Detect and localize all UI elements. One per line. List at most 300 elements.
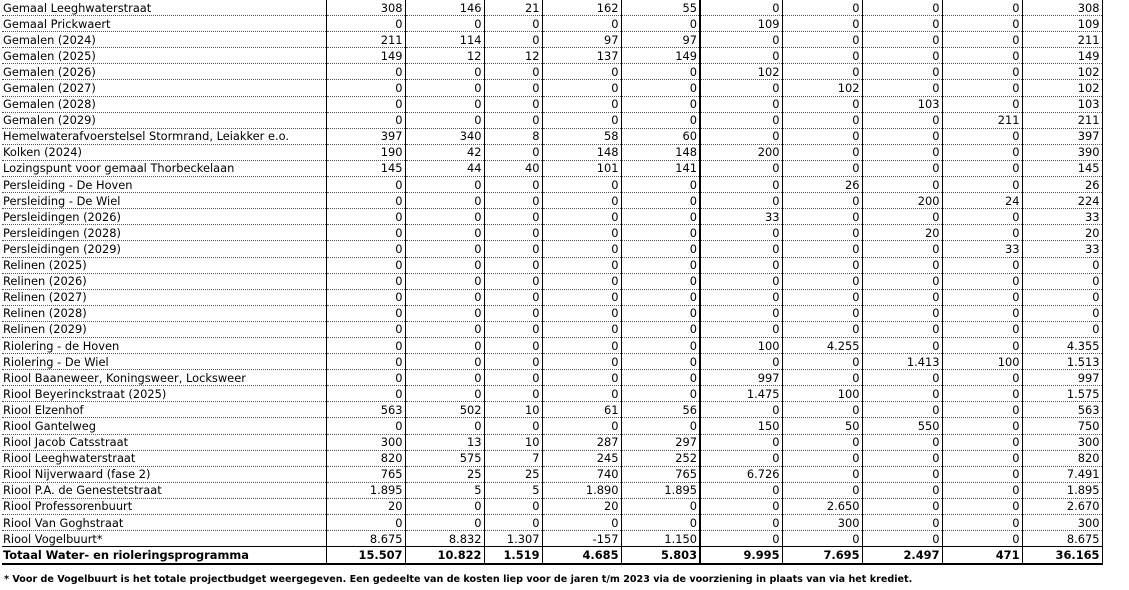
project-name-cell: Persleiding - De Hoven [2,177,326,193]
value-cell: 0 [542,193,621,209]
value-cell: 0 [862,289,942,305]
value-cell: 0 [862,466,942,482]
footnote: * Voor de Vogelbuurt is het totale projectbudget weergegeven. Een gedeelte van de kosten liep voor de jaren t/m 2023 via de voorziening in plaats van via het krediet. [4,574,913,585]
value-cell: 0 [484,144,542,160]
value-cell: 8.675 [1022,531,1102,547]
value-cell: 0 [484,273,542,289]
project-name-cell: Riool Van Goghstraat [2,515,326,531]
value-cell: 0 [700,112,782,128]
value-cell: 0 [326,209,405,225]
value-cell: 0 [1022,273,1102,289]
value-cell: 0 [542,289,621,305]
table-row [2,434,1102,450]
value-cell: 0 [1022,289,1102,305]
value-cell: 1.475 [700,386,782,402]
value-cell: 0 [942,402,1022,418]
value-cell: 0 [326,16,405,32]
value-cell: 5.803 [621,547,700,565]
project-name-cell: Riool Baaneweer, Koningsweer, Locksweer [2,370,326,386]
value-cell: 149 [621,48,700,64]
value-cell: 0 [942,64,1022,80]
table-row [2,193,1102,209]
value-cell: 145 [326,160,405,176]
value-cell: 0 [542,64,621,80]
value-cell: 0 [621,321,700,337]
project-name-cell: Hemelwaterafvoerstelsel Stormrand, Leiakker e.o. [2,128,326,144]
table-row [2,16,1102,32]
value-cell: 0 [621,305,700,321]
value-cell: 0 [942,144,1022,160]
value-cell: 0 [782,482,862,498]
value-cell: 26 [1022,177,1102,193]
value-cell: 149 [326,48,405,64]
total-row [2,547,1102,565]
value-cell: 148 [621,144,700,160]
project-name-cell: Relinen (2027) [2,289,326,305]
value-cell: 397 [1022,128,1102,144]
value-cell: 252 [621,450,700,466]
value-cell: 56 [621,402,700,418]
value-cell: 0 [542,96,621,112]
value-cell: 340 [405,128,484,144]
project-name-cell: Kolken (2024) [2,144,326,160]
value-cell: 0 [782,128,862,144]
table-row [2,0,1102,16]
value-cell: 0 [326,386,405,402]
value-cell: 58 [542,128,621,144]
value-cell: 0 [326,289,405,305]
value-cell: 0 [405,370,484,386]
value-cell: 0 [326,64,405,80]
value-cell: 0 [942,80,1022,96]
value-cell: 0 [782,466,862,482]
value-cell: 0 [621,386,700,402]
value-cell: 0 [862,241,942,257]
value-cell: 0 [782,370,862,386]
value-cell: 0 [1022,321,1102,337]
value-cell: 40 [484,160,542,176]
value-cell: 12 [484,48,542,64]
value-cell: 0 [782,305,862,321]
value-cell: 0 [621,209,700,225]
value-cell: 0 [700,128,782,144]
value-cell: 0 [700,257,782,273]
value-cell: 0 [942,515,1022,531]
value-cell: 0 [484,321,542,337]
value-cell: 0 [542,321,621,337]
value-cell: 0 [862,177,942,193]
value-cell: 7 [484,450,542,466]
value-cell: 0 [405,418,484,434]
value-cell: 0 [484,32,542,48]
value-cell: 308 [326,0,405,16]
value-cell: 0 [862,257,942,273]
project-name-cell: Gemalen (2025) [2,48,326,64]
value-cell: 55 [621,0,700,16]
value-cell: 0 [942,16,1022,32]
table-row [2,418,1102,434]
value-cell: 2.650 [782,498,862,514]
value-cell: 0 [484,257,542,273]
value-cell: 20 [1022,225,1102,241]
value-cell: 0 [484,386,542,402]
value-cell: 4.355 [1022,337,1102,353]
value-cell: 162 [542,0,621,16]
value-cell: 0 [621,225,700,241]
value-cell: 0 [326,305,405,321]
value-cell: 471 [942,547,1022,565]
value-cell: 0 [862,48,942,64]
table-row [2,531,1102,547]
value-cell: 0 [326,337,405,353]
value-cell: 0 [326,370,405,386]
value-cell: 0 [405,112,484,128]
value-cell: 0 [542,80,621,96]
value-cell: 0 [782,96,862,112]
project-name-cell: Persleidingen (2026) [2,209,326,225]
value-cell: 300 [1022,515,1102,531]
value-cell: 8.675 [326,531,405,547]
value-cell: 0 [700,96,782,112]
value-cell: 575 [405,450,484,466]
table-row [2,450,1102,466]
value-cell: 0 [621,273,700,289]
value-cell: 141 [621,160,700,176]
value-cell: 100 [782,386,862,402]
value-cell: 0 [326,193,405,209]
project-name-cell: Gemalen (2028) [2,96,326,112]
value-cell: 4.255 [782,337,862,353]
value-cell: 211 [326,32,405,48]
value-cell: 15.507 [326,547,405,565]
project-name-cell: Gemaal Prickwaert [2,16,326,32]
value-cell: 21 [484,0,542,16]
value-cell: 0 [700,402,782,418]
value-cell: 0 [700,160,782,176]
table-row [2,128,1102,144]
value-cell: 0 [405,193,484,209]
value-cell: 0 [942,273,1022,289]
value-cell: 8 [484,128,542,144]
value-cell: 137 [542,48,621,64]
value-cell: 0 [542,354,621,370]
value-cell: 0 [326,257,405,273]
value-cell: 0 [942,0,1022,16]
value-cell: 0 [700,482,782,498]
value-cell: 0 [700,289,782,305]
value-cell: 0 [862,80,942,96]
table-row [2,515,1102,531]
value-cell: 150 [700,418,782,434]
value-cell: 4.685 [542,547,621,565]
value-cell: 245 [542,450,621,466]
value-cell: 0 [862,0,942,16]
value-cell: 0 [700,531,782,547]
table-row [2,321,1102,337]
value-cell: 26 [782,177,862,193]
project-name-cell: Riolering - de Hoven [2,337,326,353]
project-name-cell: Relinen (2026) [2,273,326,289]
value-cell: 0 [542,386,621,402]
project-name-cell: Relinen (2028) [2,305,326,321]
table-row [2,273,1102,289]
value-cell: 0 [942,321,1022,337]
value-cell: 0 [1022,305,1102,321]
value-cell: 0 [405,96,484,112]
value-cell: 297 [621,434,700,450]
value-cell: 0 [700,193,782,209]
value-cell: 7.695 [782,547,862,565]
value-cell: 0 [405,386,484,402]
value-cell: 0 [700,498,782,514]
value-cell: 0 [942,531,1022,547]
value-cell: 0 [542,209,621,225]
value-cell: 0 [326,112,405,128]
value-cell: 25 [405,466,484,482]
value-cell: 0 [484,96,542,112]
value-cell: 0 [862,434,942,450]
table-row [2,225,1102,241]
value-cell: 0 [405,16,484,32]
value-cell: 0 [862,482,942,498]
value-cell: 61 [542,402,621,418]
table-row [2,32,1102,48]
value-cell: 0 [326,96,405,112]
table-row [2,144,1102,160]
value-cell: 0 [782,48,862,64]
project-name-cell: Relinen (2025) [2,257,326,273]
value-cell: 0 [621,498,700,514]
value-cell: 0 [621,515,700,531]
project-name-cell: Lozingspunt voor gemaal Thorbeckelaan [2,160,326,176]
table-row [2,64,1102,80]
value-cell: 1.895 [326,482,405,498]
value-cell: 97 [621,32,700,48]
value-cell: 200 [862,193,942,209]
value-cell: 308 [1022,0,1102,16]
value-cell: 0 [405,209,484,225]
project-name-cell: Totaal Water- en rioleringsprogramma [2,547,326,565]
value-cell: 109 [1022,16,1102,32]
value-cell: 1.150 [621,531,700,547]
project-name-cell: Persleiding - De Wiel [2,193,326,209]
value-cell: 0 [782,193,862,209]
project-name-cell: Riolering - De Wiel [2,354,326,370]
value-cell: 563 [1022,402,1102,418]
value-cell: 1.519 [484,547,542,565]
value-cell: 0 [621,193,700,209]
value-cell: 0 [942,305,1022,321]
value-cell: 0 [700,80,782,96]
value-cell: 0 [782,257,862,273]
value-cell: 0 [326,241,405,257]
value-cell: 0 [942,418,1022,434]
table-row [2,337,1102,353]
value-cell: 0 [942,434,1022,450]
table-row [2,498,1102,514]
value-cell: 300 [326,434,405,450]
table-row [2,386,1102,402]
value-cell: 0 [542,225,621,241]
value-cell: 0 [484,370,542,386]
table-row [2,80,1102,96]
value-cell: 0 [700,321,782,337]
value-cell: 0 [621,64,700,80]
value-cell: 0 [942,257,1022,273]
value-cell: 550 [862,418,942,434]
value-cell: 0 [484,16,542,32]
value-cell: 397 [326,128,405,144]
value-cell: 563 [326,402,405,418]
project-name-cell: Gemalen (2027) [2,80,326,96]
value-cell: 300 [1022,434,1102,450]
project-name-cell: Riool Vogelbuurt* [2,531,326,547]
value-cell: 765 [326,466,405,482]
value-cell: 0 [700,434,782,450]
value-cell: 0 [782,402,862,418]
value-cell: 0 [862,112,942,128]
value-cell: 0 [405,354,484,370]
value-cell: 0 [862,273,942,289]
table-row [2,48,1102,64]
value-cell: 0 [942,289,1022,305]
value-cell: 0 [405,177,484,193]
value-cell: 0 [942,337,1022,353]
value-cell: 0 [782,160,862,176]
value-cell: 0 [942,96,1022,112]
value-cell: 0 [621,289,700,305]
table-row [2,354,1102,370]
table-row [2,96,1102,112]
project-name-cell: Riool P.A. de Genestetstraat [2,482,326,498]
value-cell: 0 [621,354,700,370]
value-cell: 0 [782,450,862,466]
value-cell: 0 [782,321,862,337]
value-cell: 390 [1022,144,1102,160]
value-cell: 1.307 [484,531,542,547]
value-cell: 0 [484,418,542,434]
value-cell: 5 [405,482,484,498]
value-cell: 0 [484,225,542,241]
value-cell: 1.513 [1022,354,1102,370]
value-cell: 33 [942,241,1022,257]
value-cell: 0 [484,177,542,193]
value-cell: 0 [862,402,942,418]
value-cell: 0 [621,337,700,353]
value-cell: 0 [405,305,484,321]
value-cell: 0 [700,0,782,16]
value-cell: 0 [700,225,782,241]
value-cell: 12 [405,48,484,64]
value-cell: 820 [326,450,405,466]
value-cell: 0 [405,337,484,353]
table-row [2,160,1102,176]
value-cell: 2.670 [1022,498,1102,514]
value-cell: 0 [862,370,942,386]
value-cell: 0 [782,289,862,305]
value-cell: 0 [1022,257,1102,273]
value-cell: 997 [1022,370,1102,386]
value-cell: 20 [862,225,942,241]
value-cell: 0 [782,434,862,450]
project-name-cell: Riool Elzenhof [2,402,326,418]
value-cell: 8.832 [405,531,484,547]
table-row [2,209,1102,225]
value-cell: 102 [782,80,862,96]
value-cell: 0 [862,16,942,32]
value-cell: 0 [484,305,542,321]
value-cell: 1.895 [621,482,700,498]
project-name-cell: Riool Nijverwaard (fase 2) [2,466,326,482]
value-cell: 0 [405,515,484,531]
value-cell: 0 [484,515,542,531]
value-cell: 13 [405,434,484,450]
value-cell: 0 [326,177,405,193]
value-cell: 6.726 [700,466,782,482]
value-cell: 33 [1022,209,1102,225]
value-cell: 997 [700,370,782,386]
value-cell: 10 [484,434,542,450]
value-cell: 1.413 [862,354,942,370]
value-cell: 0 [621,418,700,434]
value-cell: 114 [405,32,484,48]
value-cell: 100 [942,354,1022,370]
value-cell: 0 [942,386,1022,402]
value-cell: 20 [326,498,405,514]
value-cell: 0 [862,64,942,80]
value-cell: 103 [862,96,942,112]
project-name-cell: Gemaal Leeghwaterstraat [2,0,326,16]
value-cell: 10.822 [405,547,484,565]
value-cell: 0 [782,0,862,16]
value-cell: 0 [484,209,542,225]
value-cell: 0 [942,225,1022,241]
value-cell: 102 [700,64,782,80]
value-cell: 200 [700,144,782,160]
value-cell: 190 [326,144,405,160]
value-cell: 0 [405,257,484,273]
value-cell: 211 [1022,32,1102,48]
value-cell: 60 [621,128,700,144]
value-cell: 0 [782,531,862,547]
value-cell: 0 [621,16,700,32]
value-cell: 0 [484,193,542,209]
table-row [2,257,1102,273]
value-cell: 0 [326,418,405,434]
value-cell: 0 [862,531,942,547]
table-row [2,305,1102,321]
value-cell: 0 [405,273,484,289]
table-row [2,177,1102,193]
value-cell: 0 [484,337,542,353]
value-cell: 0 [484,354,542,370]
value-cell: 103 [1022,96,1102,112]
value-cell: 0 [862,321,942,337]
value-cell: 0 [621,177,700,193]
value-cell: 0 [405,225,484,241]
value-cell: 0 [700,241,782,257]
value-cell: 0 [542,305,621,321]
value-cell: 0 [782,16,862,32]
value-cell: 97 [542,32,621,48]
value-cell: 0 [700,305,782,321]
value-cell: -157 [542,531,621,547]
value-cell: 0 [542,177,621,193]
value-cell: 44 [405,160,484,176]
value-cell: 0 [862,337,942,353]
value-cell: 0 [782,64,862,80]
value-cell: 42 [405,144,484,160]
